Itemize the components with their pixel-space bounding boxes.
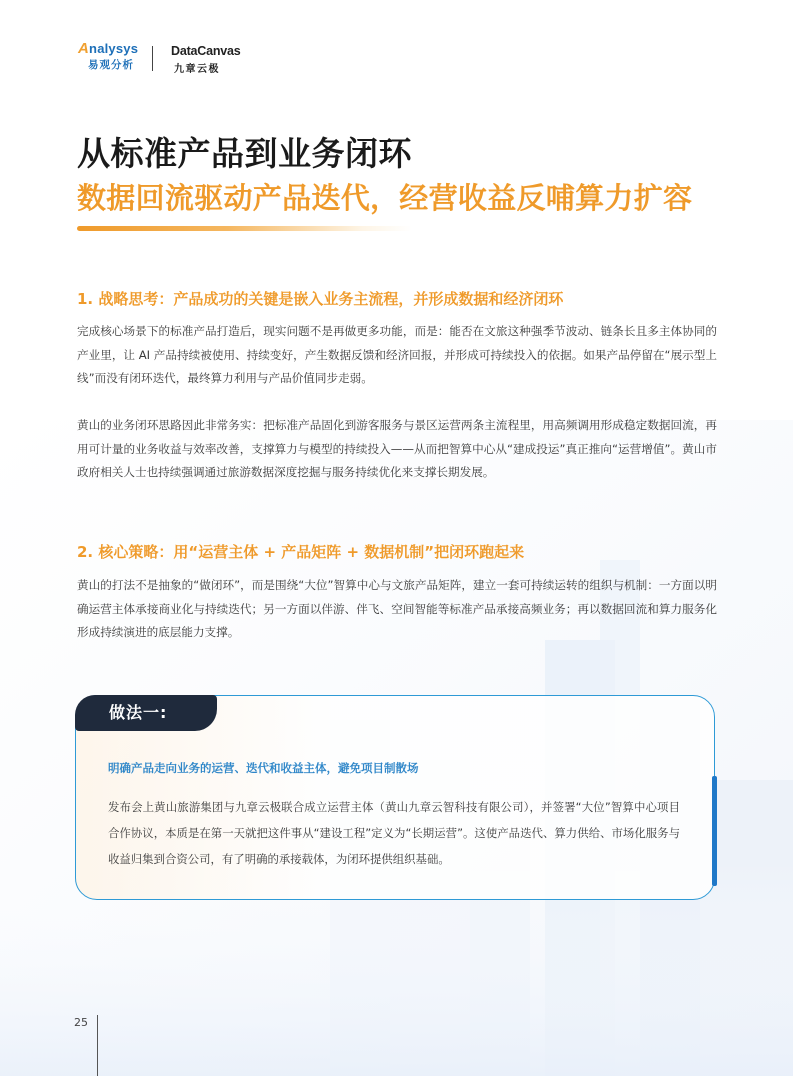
footer-divider — [97, 1015, 98, 1076]
datacanvas-logo-en: DataCanvas — [171, 44, 241, 58]
section-1-heading: 1. 战略思考：产品成功的关键是嵌入业务主流程，并形成数据和经济闭环 — [77, 290, 564, 308]
datacanvas-logo-cn: 九章云极 — [174, 64, 220, 75]
card-accent-bar — [712, 776, 717, 886]
practice-card-body: 发布会上黄山旅游集团与九章云极联合成立运营主体（黄山九章云智科技有限公司），并签署“大位”智算中心项目合作协议，本质是在第一天就把这件事从“建设工程”定义为“长期运营”。这使产品迭代、算力供给、市场化服务与收益归集到合资公司，有了明确的承接载体，为闭环提供组织基础。 — [108, 800, 680, 866]
analysys-logo-cn: 易观分析 — [88, 59, 134, 71]
practice-card-tab: 做法一: — [75, 695, 217, 731]
logo-divider — [152, 46, 153, 71]
page-subtitle: 数据回流驱动产品迭代，经营收益反哺算力扩容 — [77, 181, 693, 215]
section-2-paragraph: 黄山的打法不是抽象的“做闭环”，而是围绕“大位”智算中心与文旅产品矩阵，建立一套可持续运转的组织与机制：一方面以明确运营主体承接商业化与持续迭代；另一方面以伴游、伴飞、空间智能等标准产品承接高频业务；再以数据回流和算力服务化形成持续演进的底层能力支撑。 — [77, 578, 717, 639]
practice-card-subtitle: 明确产品走向业务的运营、迭代和收益主体，避免项目制散场 — [108, 761, 419, 775]
practice-card — [75, 695, 715, 900]
title-underline — [77, 226, 412, 231]
analysys-logo — [78, 42, 146, 72]
section-1-paragraph-2: 黄山的业务闭环思路因此非常务实：把标准产品固化到游客服务与景区运营两条主流程里，用高频调用形成稳定数据回流，再用可计量的业务收益与效率改善，支撑算力与模型的持续投入——从而把智算中心从“建成投运”真正推向“运营增值”。黄山市政府相关人士也持续强调通过旅游数据深度挖掘与服务持续优化来支撑长期发展。 — [77, 418, 717, 479]
section-2-heading: 2. 核心策略：用“运营主体 + 产品矩阵 + 数据机制”把闭环跑起来 — [77, 543, 525, 561]
page-number: 25 — [74, 1016, 88, 1029]
page-title: 从标准产品到业务闭环 — [77, 134, 412, 173]
datacanvas-logo — [171, 44, 251, 75]
analysys-logo-en: nalysys — [89, 41, 139, 56]
section-1-paragraph-1: 完成核心场景下的标准产品打造后，现实问题不是再做更多功能，而是：能否在文旅这种强季节波动、链条长且多主体协同的产业里，让 AI 产品持续被使用、持续变好，产生数据反馈和经济回报，并形成可持续投入的依据。如果产品停留在“展示型上线”而没有闭环迭代，最终算力利用与产品价值同步走弱。 — [77, 324, 717, 385]
analysys-logo-mark: A — [78, 40, 90, 57]
